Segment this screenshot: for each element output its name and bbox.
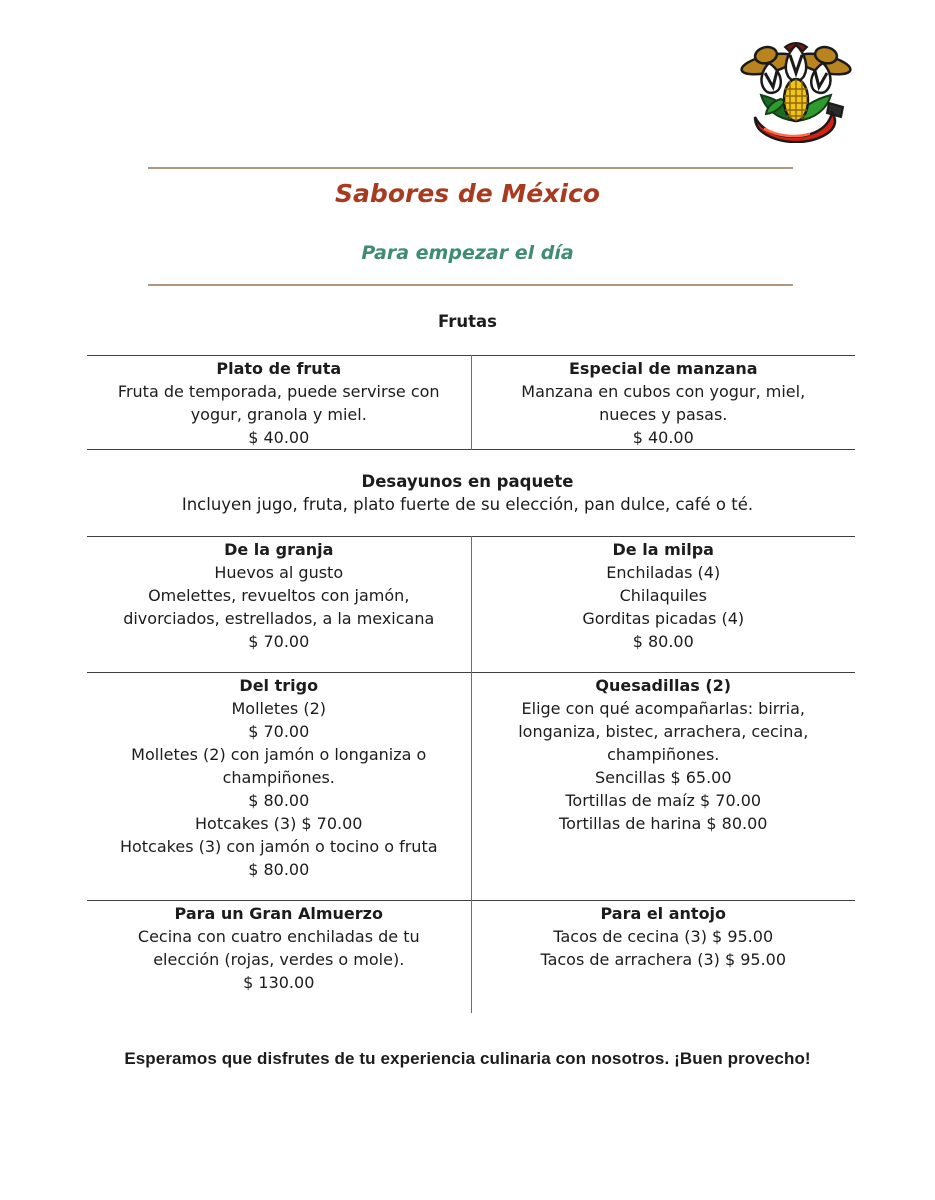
menu-cell-de-la-granja (87, 537, 471, 673)
menu-line: Molletes (2) con jamón o longaniza o (131, 745, 427, 764)
menu-title: Sabores de México (335, 179, 600, 208)
section-heading-desayunos: Desayunos en paquete (361, 472, 574, 491)
menu-line: Molletes (2) (231, 699, 327, 718)
menu-line: longaniza, bistec, arrachera, cecina, (518, 722, 809, 741)
menu-line: $ 130.00 (243, 973, 315, 992)
menu-line: Chilaquiles (619, 586, 707, 605)
menu-cell-especial-de-manzana (471, 356, 855, 450)
menu-item-title: Para el antojo (600, 904, 727, 923)
menu-line: divorciados, estrellados, a la mexicana (123, 609, 435, 628)
menu-line: $ 80.00 (632, 632, 694, 651)
menu-item-title: Del trigo (239, 676, 319, 695)
menu-line: Fruta de temporada, puede servirse con (117, 382, 440, 401)
menu-line: elección (rojas, verdes o mole). (153, 950, 405, 969)
menu-item-body (97, 561, 461, 653)
menu-line: Cecina con cuatro enchiladas de tu (137, 927, 420, 946)
menu-line: Hotcakes (3) con jamón o tocino o fruta (119, 837, 438, 856)
menu-item-title: Para un Gran Almuerzo (174, 904, 383, 923)
menu-cell-de-la-milpa (471, 537, 855, 673)
menu-line: Manzana en cubos con yogur, miel, (521, 382, 806, 401)
table-row (87, 537, 855, 673)
menu-item-body (97, 380, 461, 449)
desayunos-table (87, 536, 855, 1013)
menu-subtitle: Para empezar el día (361, 242, 574, 264)
menu-line: $ 80.00 (248, 860, 310, 879)
garlic-sombrero-corn-chili-icon (737, 37, 855, 143)
menu-line: $ 80.00 (248, 791, 310, 810)
menu-line: nueces y pasas. (599, 405, 728, 424)
menu-line: Omelettes, revueltos con jamón, (148, 586, 410, 605)
menu-line: $ 40.00 (248, 428, 310, 447)
footer-message: Esperamos que disfrutes de tu experiencia culinaria con nosotros. ¡Buen provecho! (124, 1049, 811, 1068)
menu-cell-del-trigo (87, 673, 471, 901)
menu-cell-para-el-antojo (471, 901, 855, 1014)
menu-item-body (97, 697, 461, 881)
menu-cell-quesadillas (471, 673, 855, 901)
menu-line: Enchiladas (4) (606, 563, 721, 582)
menu-line: Sencillas $ 65.00 (594, 768, 732, 787)
table-row (87, 673, 855, 901)
menu-item-title: Especial de manzana (568, 359, 758, 378)
menu-item-title: De la milpa (612, 540, 714, 559)
menu-line: $ 70.00 (248, 632, 310, 651)
section-description: Incluyen jugo, fruta, plato fuerte de su elección, pan dulce, café o té. (181, 495, 754, 514)
menu-item-title: De la granja (224, 540, 334, 559)
header-divider-top (148, 167, 793, 169)
menu-line: Elige con qué acompañarlas: birria, (521, 699, 805, 718)
table-row (87, 356, 855, 450)
menu-line: $ 40.00 (632, 428, 694, 447)
menu-line: Tortillas de harina $ 80.00 (559, 814, 768, 833)
menu-line: champiñones. (222, 768, 335, 787)
header-divider-bottom (148, 284, 793, 286)
menu-line: Tortillas de maíz $ 70.00 (565, 791, 762, 810)
frutas-table (87, 355, 855, 450)
restaurant-logo (737, 37, 855, 143)
menu-item-body (482, 561, 846, 653)
menu-line: Tacos de cecina (3) $ 95.00 (553, 927, 774, 946)
menu-line: Gorditas picadas (4) (582, 609, 745, 628)
menu-item-body (482, 380, 846, 449)
menu-line: Tacos de arrachera (3) $ 95.00 (540, 950, 787, 969)
menu-item-title: Plato de fruta (216, 359, 342, 378)
menu-item-body (97, 925, 461, 994)
table-row (87, 901, 855, 1014)
menu-cell-plato-de-fruta (87, 356, 471, 450)
menu-line: yogur, granola y miel. (190, 405, 367, 424)
menu-item-title: Quesadillas (2) (595, 676, 732, 695)
menu-line: Huevos al gusto (214, 563, 344, 582)
section-heading-frutas: Frutas (438, 312, 497, 331)
menu-line: Hotcakes (3) $ 70.00 (195, 814, 363, 833)
menu-item-body (482, 697, 846, 835)
menu-line: $ 70.00 (248, 722, 310, 741)
menu-item-body (482, 925, 846, 971)
menu-line: champiñones. (607, 745, 720, 764)
menu-cell-para-un-gran-almuerzo (87, 901, 471, 1014)
